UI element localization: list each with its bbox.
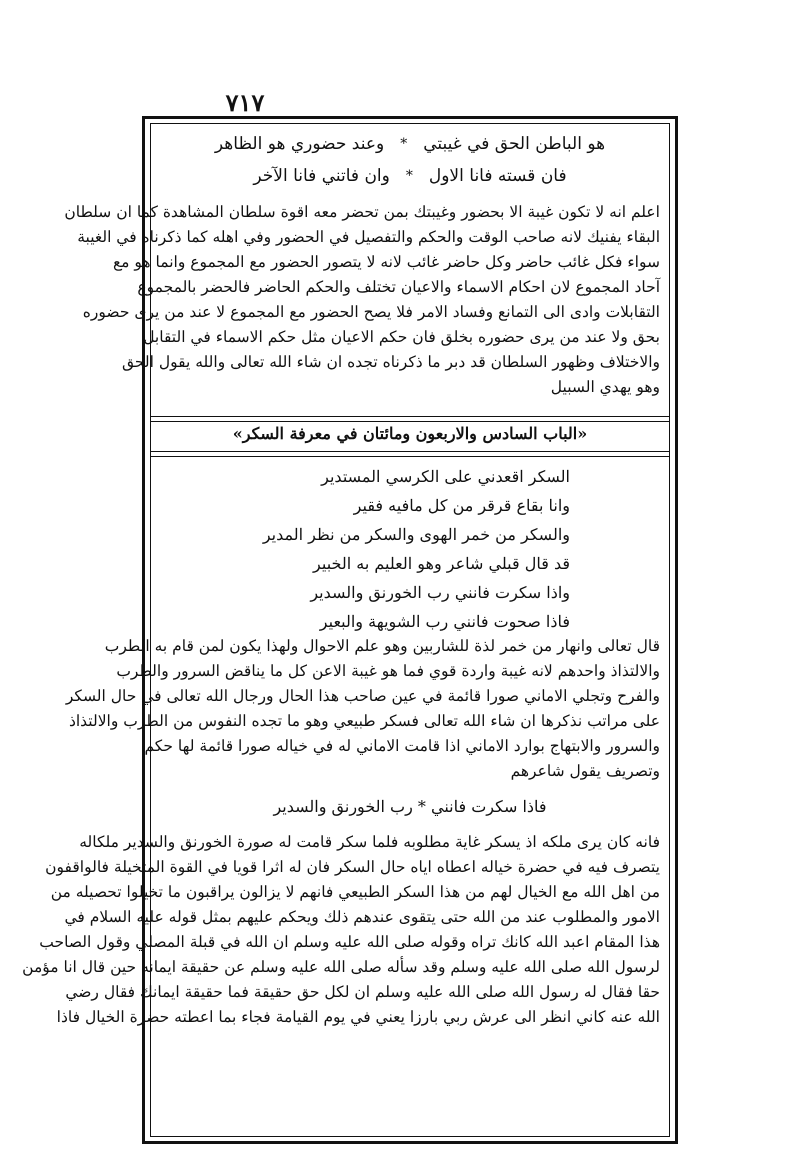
- text-line: من اهل الله مع الخيال لهم من هذا السكر الطبيعي فانهم لا يزالون يراقبون ما تخيلوا تحصيله من: [50, 883, 660, 901]
- text-line: الامور والمطلوب عند من الله حتى يتقوى عندهم ذلك ويحكم عليهم بمثل قوله عليه السلام في: [64, 908, 660, 926]
- verse-hemistich: فان قسته فانا الاول: [428, 166, 567, 186]
- poem-line: فاذا صحوت فانني رب الشويهة والبعير: [319, 612, 570, 631]
- poem-line: السكر اقعدني على الكرسي المستدير: [321, 467, 570, 486]
- text-line: وتصريف يقول شاعرهم: [510, 762, 660, 780]
- chapter-title: «الباب السادس والاربعون ومائتان في معرفة السكر»: [232, 424, 588, 443]
- opening-verses: [160, 128, 660, 192]
- text-line: فانه كان يرى ملكه اذ يسكر غاية مطلوبه فلما سكر قامت له صورة الخورنق والسدير ملكاله: [79, 833, 660, 851]
- text-line: لرسول الله صلى الله عليه وسلم وقد سأله صلى الله عليه وسلم عن حقيقة ايمانه حين قال انا مؤمن: [22, 958, 660, 976]
- poem-line: واذا سكرت فانني رب الخورنق والسدير: [310, 583, 570, 602]
- text-line: والاختلاف وظهور السلطان قد دبر ما ذكرناه تجده ان شاء الله تعالى والله يقول الحق: [121, 353, 660, 371]
- text-line: قال تعالى وانهار من خمر لذة للشاربين وهو علم الاحوال ولهذا يكون لمن قام به الطرب: [104, 637, 660, 655]
- text-line: البقاء يفنيك لانه صاحب الوقت والحكم والتفصيل في الحضور وفي اهله كما ذكرناه في الغيبة: [77, 228, 660, 246]
- verse-hemistich: وعند حضوري هو الظاهر: [214, 134, 385, 154]
- verse-separator: *: [405, 168, 413, 184]
- verse-separator: *: [400, 136, 408, 152]
- text-line: بحق ولا عند من يرى حضوره بخلق فان حكم الاعيان مثل حكم الاسماء في التقابل: [143, 328, 660, 346]
- text-line: اعلم انه لا تكون غيبة الا بحضور وغيبتك بمن تحضر معه اقوة سلطان المشاهدة كما ان سلطان: [64, 203, 660, 221]
- text-line: الله عنه كاني انظر الى عرش ربي بارزا يعني في يوم القيامة فجاء بما اعطته حضرة الخيال فاذا: [56, 1008, 660, 1026]
- paragraph-2: [65, 634, 660, 784]
- verse-row: [160, 160, 660, 192]
- paragraph-3: [22, 830, 660, 1030]
- quoted-verse: [160, 794, 660, 819]
- chapter-rule-top: [150, 416, 670, 422]
- poem-line: والسكر من خمر الهوى والسكر من نظر المدير: [262, 525, 570, 544]
- poem: [262, 462, 570, 636]
- chapter-rule-bottom: [150, 451, 670, 457]
- text-line: حقا فقال له رسول الله صلى الله عليه وسلم ان لكل حق حقيقة فما حقيقة ايمانك فقال رضي: [65, 983, 660, 1001]
- paragraph-1: [64, 200, 660, 400]
- verse-line: فاذا سكرت فانني * رب الخورنق والسدير: [273, 797, 547, 816]
- verse-hemistich: هو الباطن الحق في غيبتي: [423, 134, 606, 154]
- text-line: هذا المقام اعبد الله كانك تراه وقوله صلى الله عليه وسلم ان الله في قبلة المصلي وقول الصاحب: [39, 933, 660, 951]
- verse-row: [160, 128, 660, 160]
- text-line: والفرح وتجلي الاماني صورا قائمة في عين صاحب هذا الحال ورجال الله تعالى في حال السكر: [65, 687, 660, 705]
- poem-line: قد قال قبلي شاعر وهو العليم به الخبير: [313, 554, 570, 573]
- verse-hemistich: وان فاتني فانا الآخر: [253, 166, 390, 186]
- text-line: والالتذاذ واحدهم لانه غيبة واردة قوي فما هو غيبة الاعن كل ما يناقض السرور والطرب: [116, 662, 660, 680]
- text-line: والسرور والابتهاج بوارد الاماني اذا قامت الاماني له في خياله صورا قائمة لها حكم: [144, 737, 660, 755]
- text-line: يتصرف فيه في حضرة خياله اعطاه اياه حال السكر فان له اثرا قويا في القوة المتخيلة فالواقفون: [45, 858, 660, 876]
- poem-line: وانا بقاع قرقر من كل مافيه فقير: [353, 496, 570, 515]
- text-line: آحاد المجموع لان احكام الاسماء والاعيان تختلف والحكم الحاضر فالحضر بالمجموع: [137, 278, 660, 296]
- text-line: على مراتب نذكرها ان شاء الله تعالى فسكر طبيعي وهو ما تجده النفوس من الطرب والالتذاذ: [68, 712, 660, 730]
- page-number: ٧١٧: [225, 88, 265, 117]
- text-line: وهو يهدي السبيل: [550, 378, 660, 396]
- text-line: التقابلات وادى الى التمانع وفساد الامر فلا يصح الحضور مع المجموع لا عند من يرى حضوره: [82, 303, 660, 321]
- text-line: سواء فكل غائب حاضر وكل حاضر غائب لانه لا يتصور الحضور مع المجموع وانما هو مع: [112, 253, 660, 271]
